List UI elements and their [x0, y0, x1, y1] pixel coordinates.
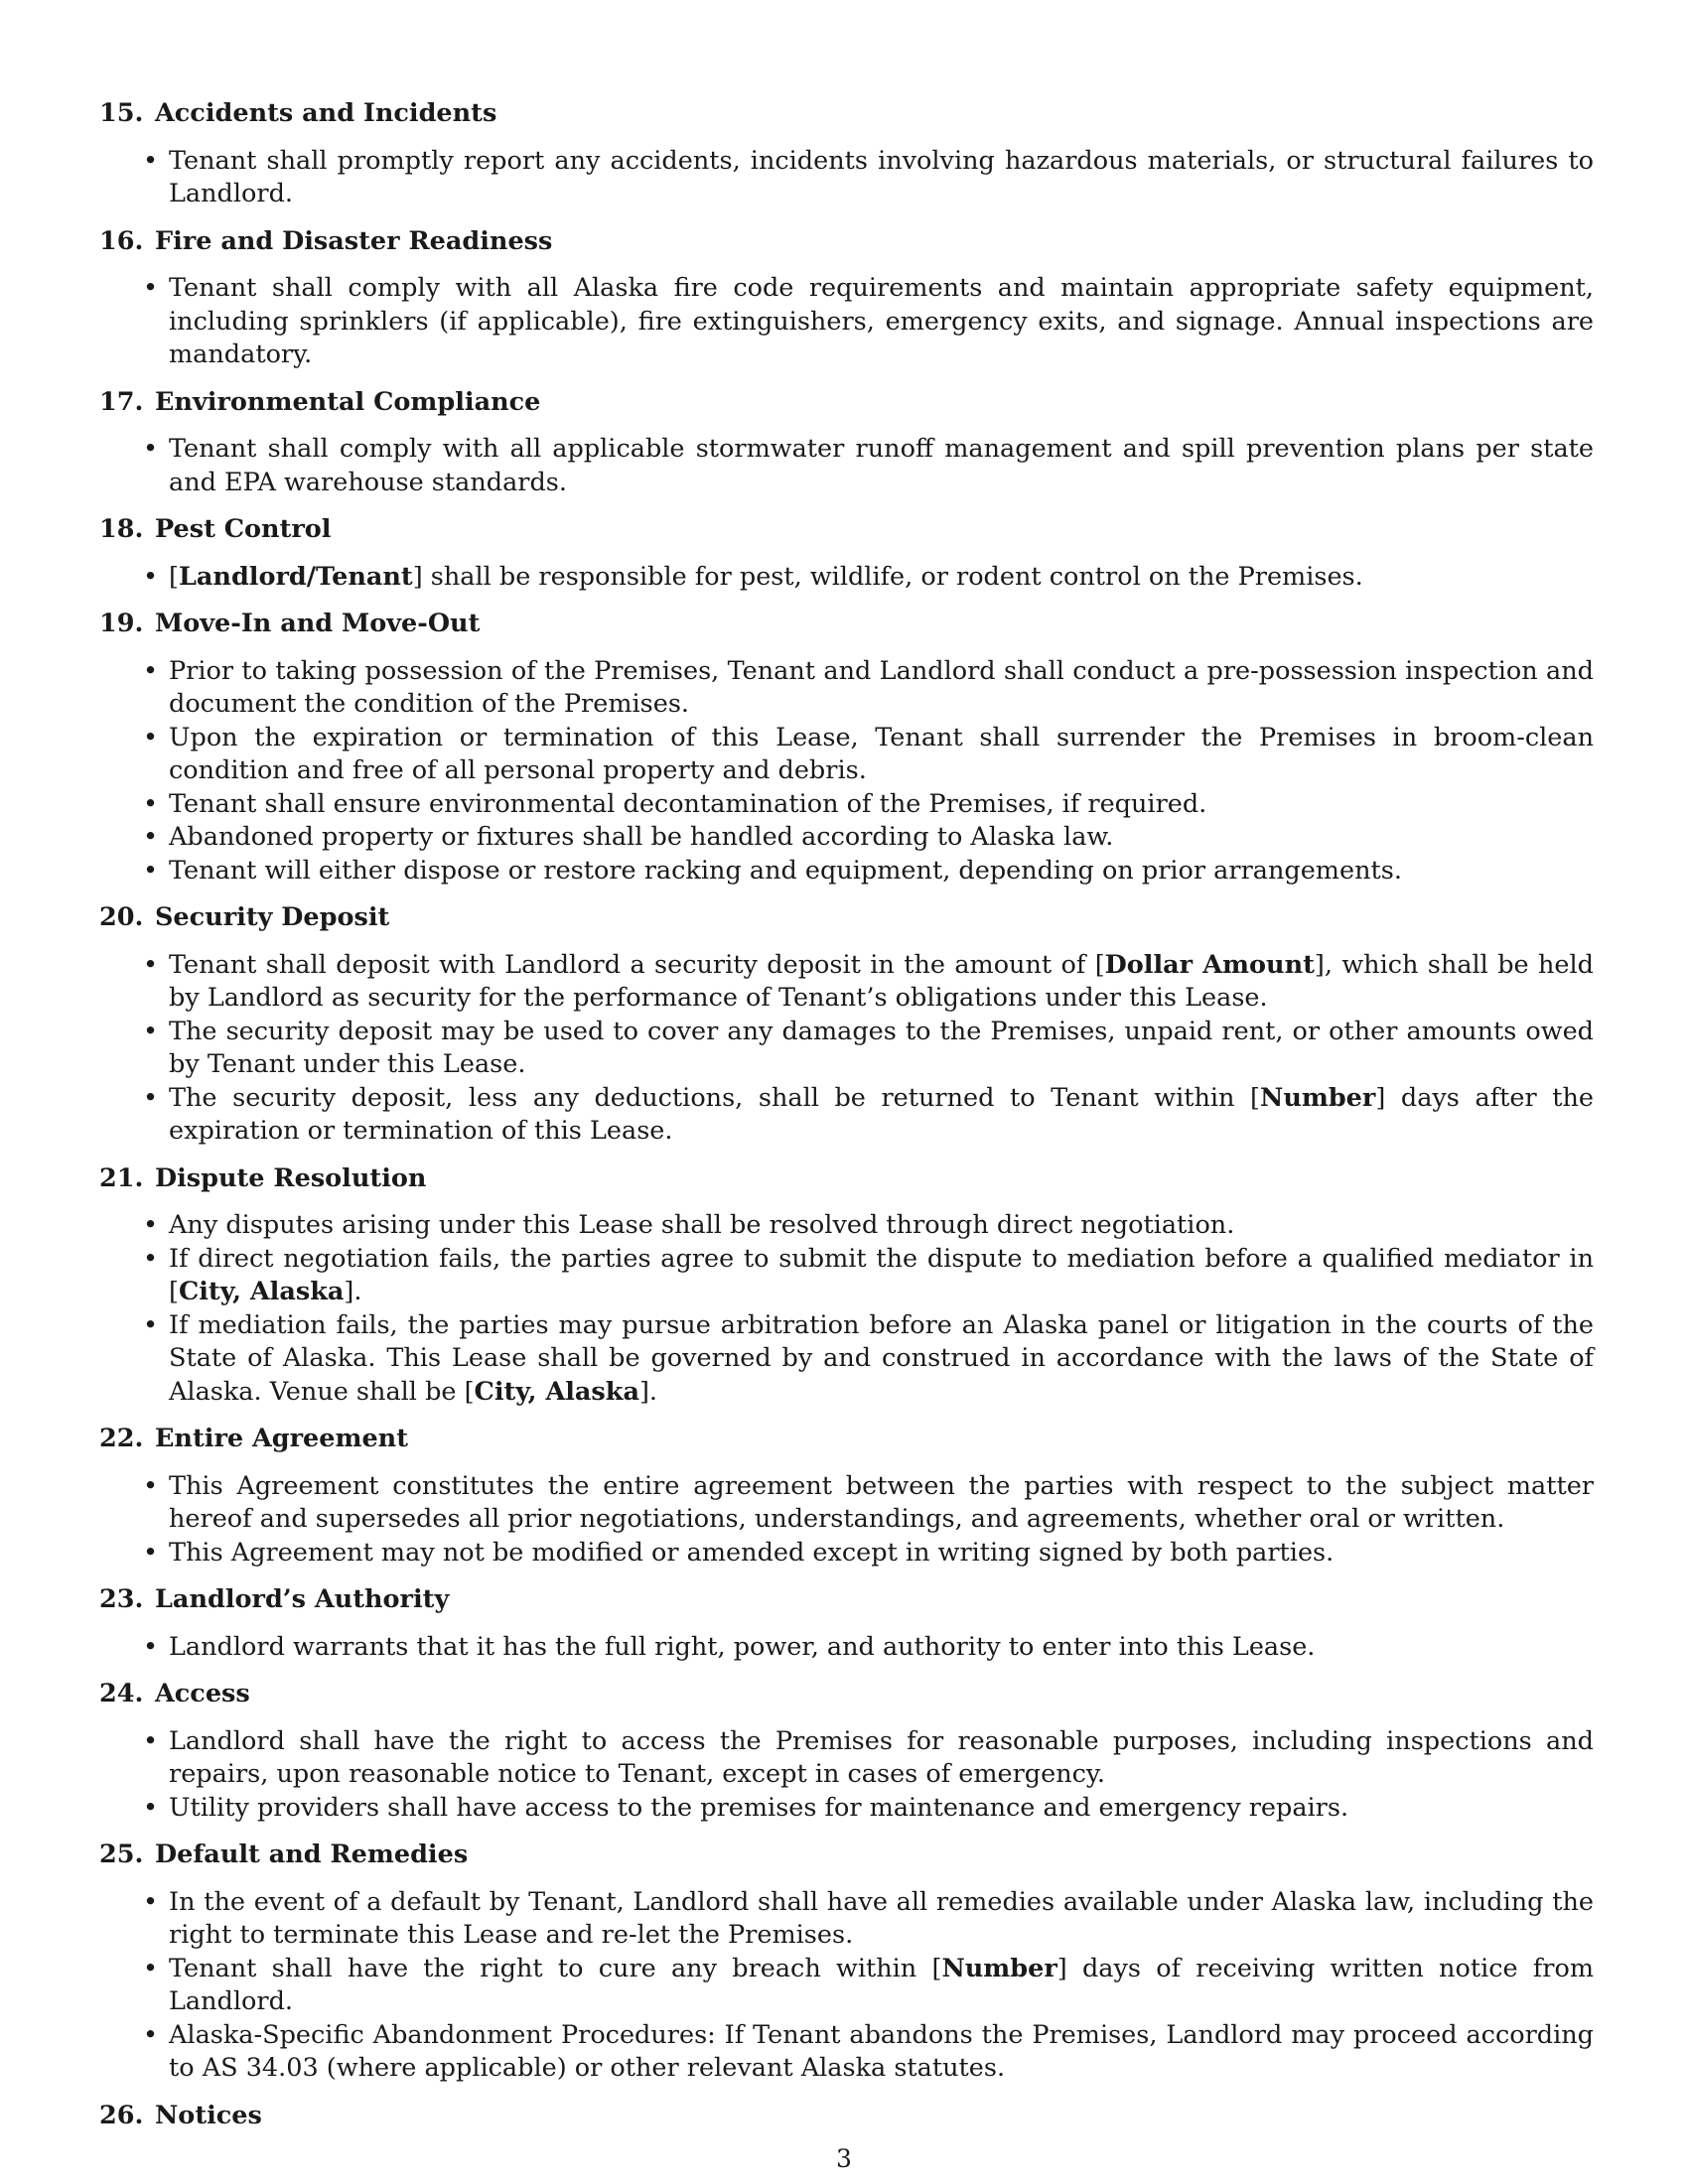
list-item: [143, 1631, 1594, 1665]
list-item: [143, 1209, 1594, 1243]
section-heading: [99, 2100, 1594, 2133]
item-text: Landlord warrants that it has the full right, power, and authority to enter into this Lease.: [169, 1631, 1316, 1662]
item-text: Any disputes arising under this Lease shall be resolved through direct negotiation.: [169, 1210, 1235, 1240]
section-number: 21.: [99, 1162, 144, 1193]
item-text: The security deposit may be used to cover any damages to the Premises, unpaid rent, or other amounts owed by Tenant under this Lease.: [169, 1016, 1594, 1079]
bullet-list: [99, 433, 1594, 499]
section-heading: [99, 97, 1594, 131]
bullet-icon: •: [143, 655, 159, 686]
section-18: [99, 513, 1594, 594]
bullet-icon: •: [143, 1309, 159, 1340]
list-item: [143, 788, 1594, 822]
item-text: Tenant shall ensure environmental decontamination of the Premises, if required.: [169, 788, 1207, 819]
list-item: [143, 655, 1594, 722]
bullet-icon: •: [143, 1470, 159, 1501]
placeholder-text: City, Alaska: [178, 1277, 345, 1306]
item-text: If mediation fails, the parties may pursue arbitration before an Alaska panel or litigation in the courts of the State of Alaska. This Lease shall be governed by and construed in accordance with the laws of the State of Alaska. Venue shall be [: [169, 1309, 1594, 1407]
list-item: [143, 145, 1594, 211]
item-text: Abandoned property or fixtures shall be handled according to Alaska law.: [169, 822, 1114, 852]
section-number: 15.: [99, 98, 144, 128]
item-text: Tenant shall promptly report any accidents, incidents involving hazardous materials, or structural failures to Landlord.: [169, 145, 1594, 208]
list-item: [143, 1886, 1594, 1953]
section-16: [99, 225, 1594, 372]
section-22: [99, 1423, 1594, 1570]
item-text: Upon the expiration or termination of this Lease, Tenant shall surrender the Premises in broom-clean condition and free of all personal property and debris.: [169, 722, 1594, 785]
section-heading: [99, 513, 1594, 547]
section-25: [99, 1839, 1594, 2086]
item-text: Tenant shall comply with all Alaska fire code requirements and maintain appropriate safety equipment, including sprinklers (if applicable), fire extinguishers, emergency exits, and signage. Annual inspections are mandatory.: [169, 273, 1594, 369]
list-item: [143, 1309, 1594, 1410]
list-item: [143, 821, 1594, 855]
section-number: 19.: [99, 609, 144, 638]
section-15: [99, 97, 1594, 211]
list-item: [143, 855, 1594, 888]
section-heading: [99, 1423, 1594, 1456]
bullet-icon: •: [143, 1792, 159, 1823]
section-heading: [99, 608, 1594, 641]
item-text: Tenant shall deposit with Landlord a security deposit in the amount of [: [169, 949, 1105, 980]
bullet-icon: •: [143, 561, 159, 592]
list-item: [143, 1792, 1594, 1826]
bullet-list: [99, 655, 1594, 888]
bullet-icon: •: [143, 2019, 159, 2050]
section-number: 16.: [99, 225, 144, 256]
bullet-icon: •: [143, 855, 159, 886]
item-text: In the event of a default by Tenant, Landlord shall have all remedies available under Alaska law, including the right to terminate this Lease and re-let the Premises.: [169, 1886, 1594, 1950]
list-item: [143, 1082, 1595, 1149]
section-title: Landlord’s Authority: [155, 1584, 450, 1614]
section-title: Security Deposit: [155, 902, 390, 932]
item-text: This Agreement may not be modified or amended except in writing signed by both parties.: [169, 1537, 1335, 1568]
section-17: [99, 386, 1594, 500]
bullet-icon: •: [143, 1631, 159, 1662]
section-21: [99, 1162, 1594, 1410]
bullet-icon: •: [143, 145, 159, 176]
section-title: Access: [155, 1679, 250, 1708]
bullet-icon: •: [143, 722, 159, 752]
section-heading: [99, 1678, 1594, 1711]
section-heading: [99, 1839, 1594, 1872]
list-item: [143, 1243, 1594, 1309]
item-text: Prior to taking possession of the Premises, Tenant and Landlord shall conduct a pre-possession inspection and document the condition of the Premises.: [169, 655, 1594, 719]
placeholder-text: City, Alaska: [474, 1376, 639, 1407]
section-title: Default and Remedies: [155, 1840, 469, 1869]
section-title: Pest Control: [155, 514, 332, 544]
section-heading: [99, 386, 1594, 420]
section-title: Entire Agreement: [155, 1424, 408, 1453]
item-text: Utility providers shall have access to the premises for maintenance and emergency repairs.: [169, 1792, 1349, 1823]
list-item: [143, 1725, 1594, 1792]
placeholder-text: Number: [941, 1953, 1057, 1983]
item-text: ], which shall be held by Landlord as security for the performance of Tenant’s obligations under this Lease.: [169, 949, 1594, 1013]
bullet-icon: •: [143, 949, 159, 980]
section-title: Notices: [155, 2100, 262, 2130]
section-26: [99, 2100, 1594, 2133]
section-23: [99, 1583, 1594, 1664]
section-number: 24.: [99, 1679, 144, 1708]
section-24: [99, 1678, 1594, 1825]
item-text: ] days of receiving written notice from Landlord.: [169, 1953, 1595, 2016]
section-number: 26.: [99, 2100, 144, 2130]
bullet-icon: •: [143, 1537, 159, 1568]
list-item: [143, 1470, 1594, 1537]
bullet-icon: •: [143, 1886, 159, 1917]
item-text: ] shall be responsible for pest, wildlife, or rodent control on the Premises.: [412, 561, 1363, 592]
item-text: ].: [638, 1376, 658, 1407]
list-item: [143, 433, 1594, 499]
bullet-list: [99, 1886, 1594, 2086]
bullet-icon: •: [143, 1953, 159, 1983]
bullet-list: [99, 272, 1594, 372]
bullet-list: [99, 1209, 1594, 1409]
section-title: Move-In and Move-Out: [155, 609, 481, 638]
page-number: 3: [836, 2144, 852, 2173]
bullet-list: [99, 1725, 1594, 1826]
bullet-list: [99, 1470, 1594, 1570]
bullet-list: [99, 949, 1594, 1149]
item-text: This Agreement constitutes the entire agreement between the parties with respect to the subject matter hereof and supersedes all prior negotiations, understandings, and agreements, whether oral or written.: [169, 1470, 1594, 1534]
list-item: [143, 1953, 1595, 2019]
bullet-icon: •: [143, 1210, 159, 1240]
section-number: 22.: [99, 1424, 144, 1453]
section-number: 25.: [99, 1840, 144, 1869]
list-item: [143, 722, 1594, 788]
bullet-icon: •: [143, 1725, 159, 1756]
item-text: Landlord shall have the right to access the Premises for reasonable purposes, including inspections and repairs, upon reasonable notice to Tenant, except in cases of emergency.: [169, 1725, 1594, 1789]
section-19: [99, 608, 1594, 887]
item-text: Alaska-Specific Abandonment Procedures: If Tenant abandons the Premises, Landlord may proceed according to AS 34.03 (where applicable) or other relevant Alaska statutes.: [169, 2019, 1594, 2083]
section-number: 17.: [99, 386, 144, 417]
bullet-icon: •: [143, 822, 159, 852]
list-item: [143, 1537, 1594, 1570]
section-heading: [99, 1162, 1594, 1196]
section-heading: [99, 225, 1594, 259]
item-text: The security deposit, less any deductions, shall be returned to Tenant within [: [169, 1082, 1261, 1113]
placeholder-text: Dollar Amount: [1104, 949, 1315, 980]
section-title: Dispute Resolution: [155, 1162, 427, 1193]
section-title: Fire and Disaster Readiness: [155, 225, 553, 256]
item-text: ].: [344, 1277, 362, 1306]
placeholder-text: Landlord/Tenant: [178, 561, 413, 592]
placeholder-text: Number: [1260, 1082, 1376, 1113]
item-text: Tenant shall have the right to cure any breach within [: [169, 1953, 942, 1983]
section-title: Environmental Compliance: [155, 386, 541, 417]
bullet-list: [99, 1631, 1594, 1665]
list-item: [143, 561, 1594, 595]
section-heading: [99, 1583, 1594, 1617]
item-text: ] days after the expiration or termination of this Lease.: [169, 1082, 1595, 1146]
bullet-list: [99, 145, 1594, 211]
bullet-icon: •: [143, 1243, 159, 1274]
bullet-icon: •: [143, 273, 159, 303]
item-text: [: [169, 561, 179, 592]
section-heading: [99, 901, 1594, 935]
bullet-icon: •: [143, 788, 159, 819]
bullet-icon: •: [143, 434, 159, 464]
item-text: Tenant shall comply with all applicable stormwater runoff management and spill prevention plans per state and EPA warehouse standards.: [169, 434, 1594, 497]
section-number: 18.: [99, 514, 144, 544]
item-text: If direct negotiation fails, the parties agree to submit the dispute to mediation before a qualified mediator in [: [169, 1243, 1594, 1306]
list-item: [143, 1016, 1594, 1082]
bullet-icon: •: [143, 1082, 159, 1113]
section-20: [99, 901, 1594, 1149]
document-body: [99, 97, 1594, 2146]
section-title: Accidents and Incidents: [155, 98, 497, 128]
list-item: [143, 2019, 1594, 2086]
bullet-icon: •: [143, 1016, 159, 1046]
section-number: 23.: [99, 1584, 144, 1614]
bullet-list: [99, 561, 1594, 595]
section-number: 20.: [99, 902, 144, 932]
item-text: Tenant will either dispose or restore racking and equipment, depending on prior arrangements.: [169, 855, 1402, 886]
list-item: [143, 949, 1594, 1016]
list-item: [143, 272, 1594, 372]
